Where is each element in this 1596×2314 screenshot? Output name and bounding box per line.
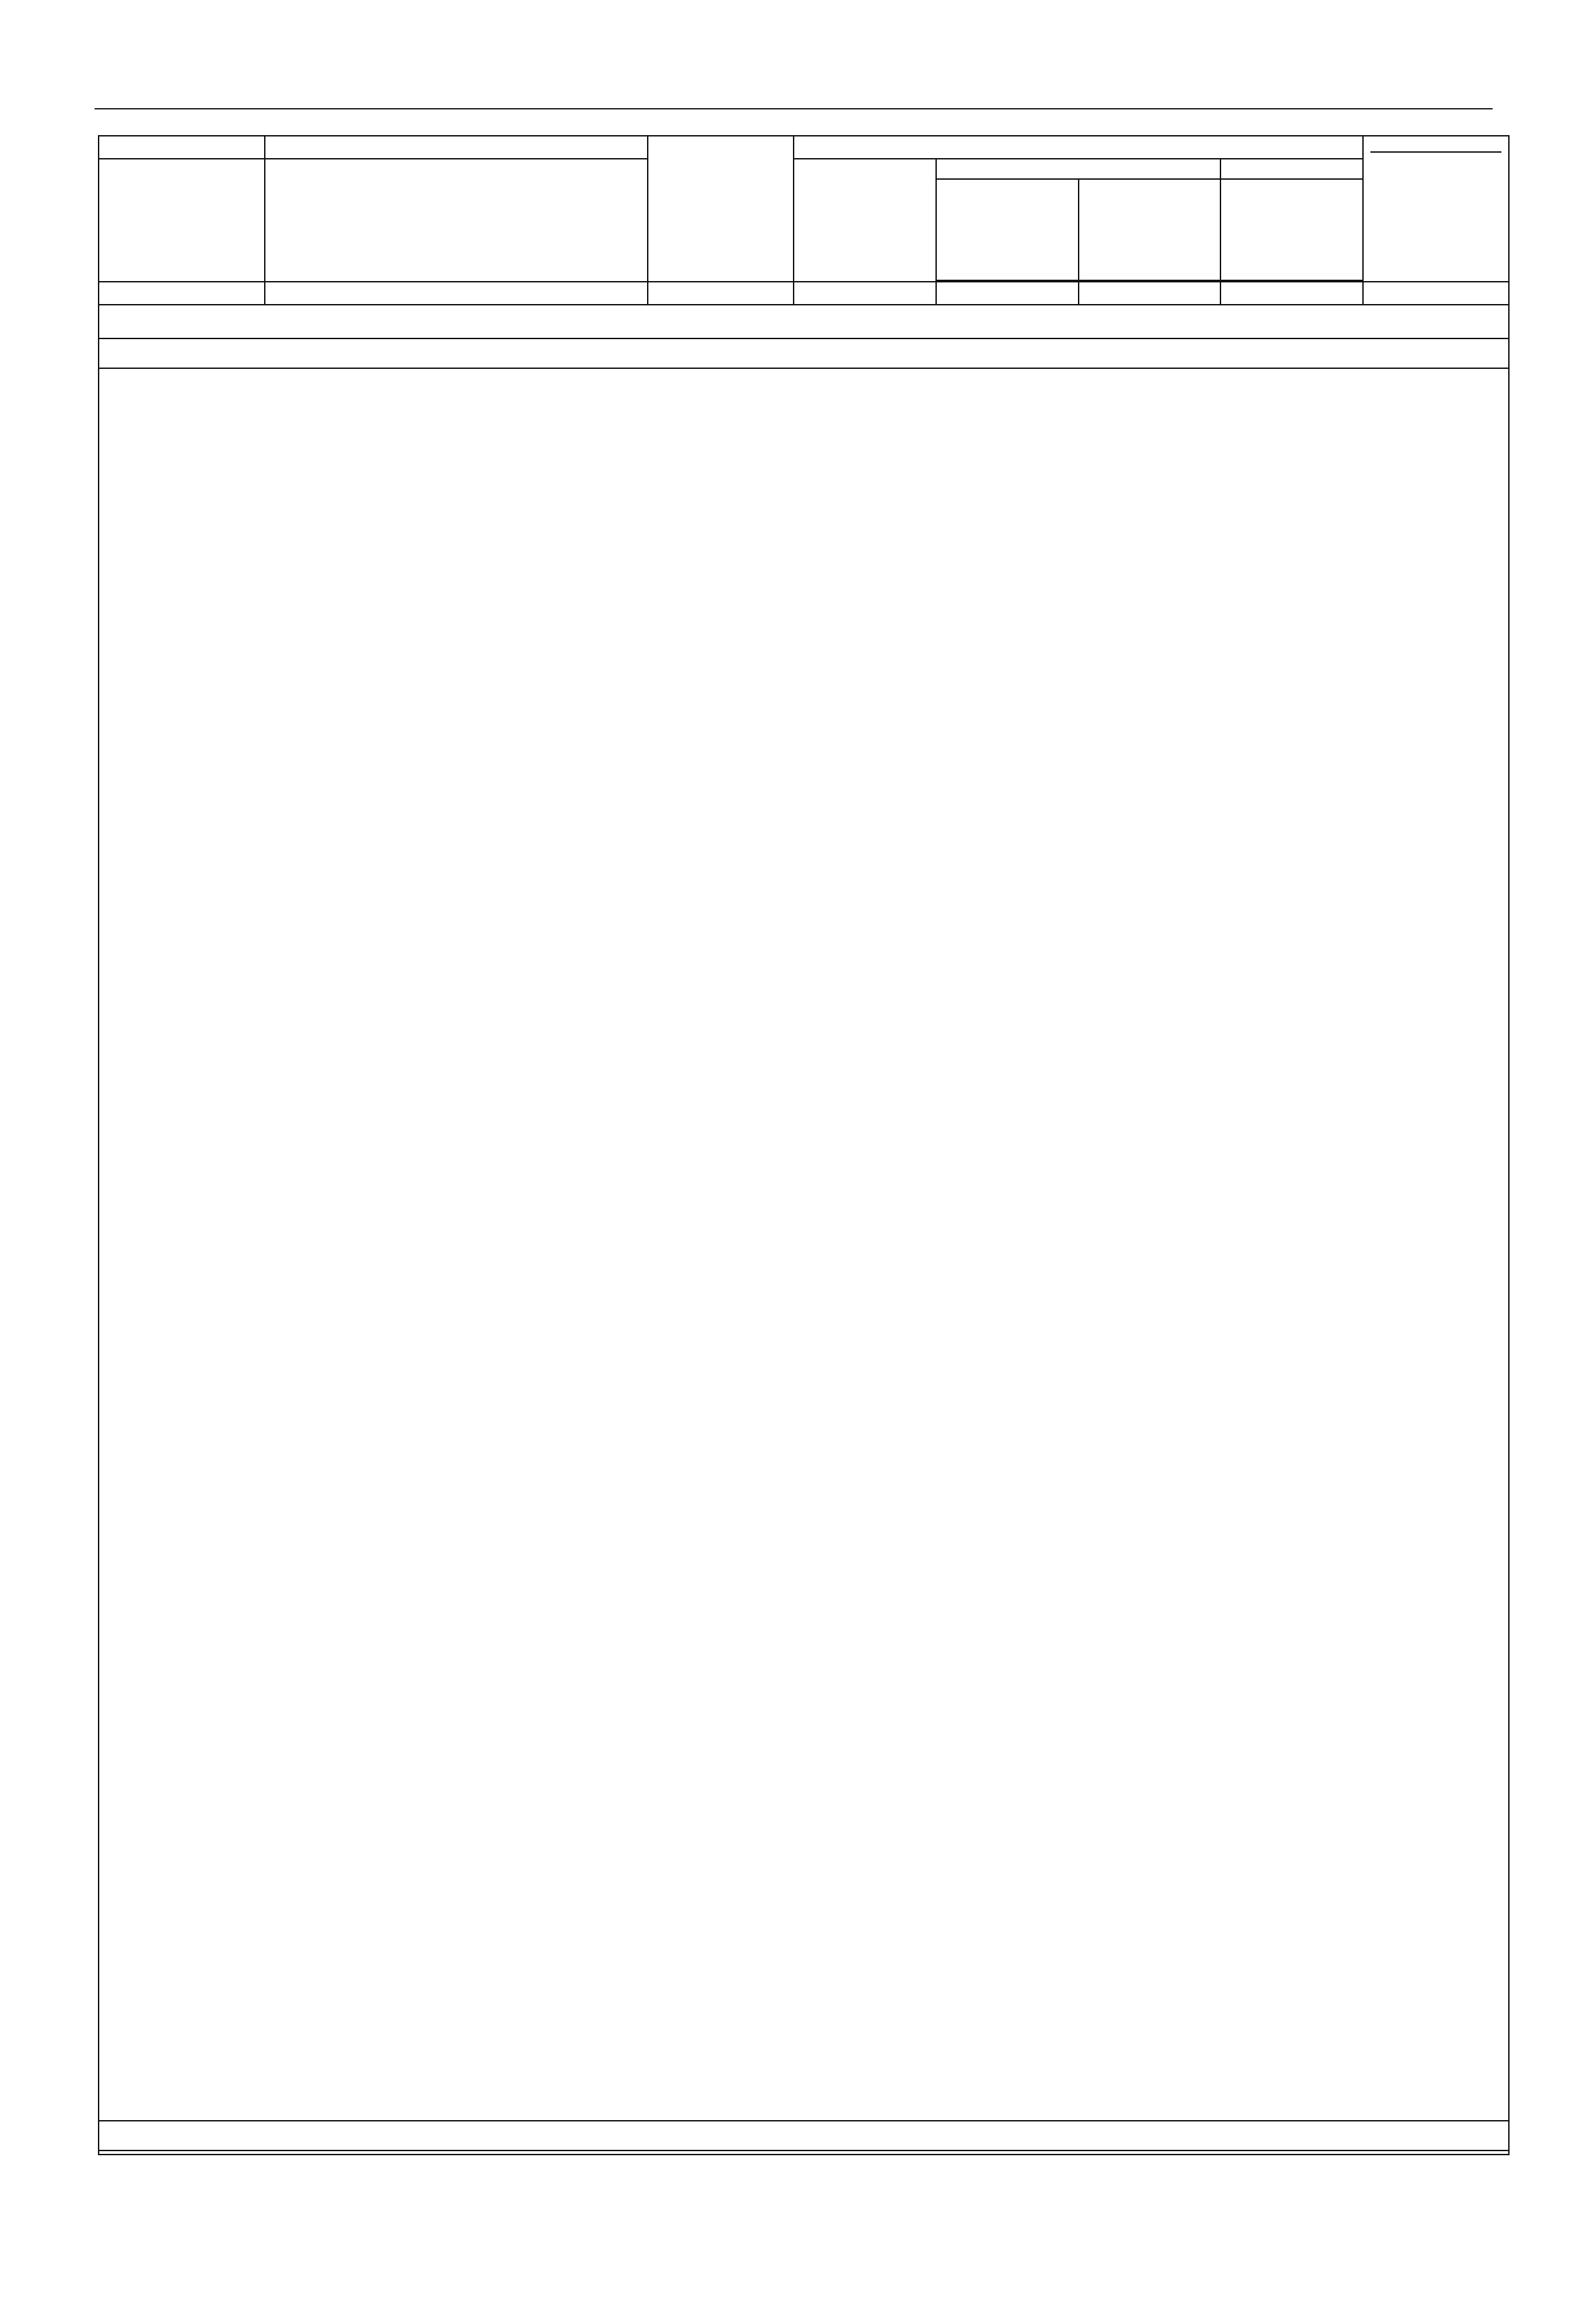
col-materials-group bbox=[1220, 159, 1363, 179]
col-machines-total bbox=[936, 179, 1079, 280]
col-num-4 bbox=[794, 282, 936, 305]
col-labor-mass bbox=[1363, 136, 1509, 282]
group-heading bbox=[98, 338, 1510, 369]
column-header bbox=[98, 135, 1510, 305]
col-num-3 bbox=[648, 282, 794, 305]
col-direct-costs bbox=[648, 136, 794, 282]
col-codes-bottom bbox=[99, 159, 265, 282]
col-mass bbox=[1370, 151, 1501, 159]
col-name-bottom bbox=[265, 159, 648, 282]
filter-pneumo-block bbox=[98, 338, 1510, 369]
col-num-5 bbox=[936, 282, 1079, 305]
col-codes-top bbox=[99, 136, 265, 159]
table-044-continuation bbox=[98, 2120, 1510, 2151]
col-num-1 bbox=[99, 282, 265, 305]
col-operators-wages bbox=[1079, 179, 1221, 280]
col-num-2 bbox=[265, 282, 648, 305]
page-frame bbox=[98, 135, 1510, 2155]
col-machines-group bbox=[936, 159, 1221, 179]
col-wages bbox=[794, 159, 936, 282]
col-num-6 bbox=[1079, 282, 1221, 305]
col-including bbox=[794, 136, 1363, 159]
col-materials-consumption bbox=[1220, 179, 1363, 280]
header-rule bbox=[95, 108, 1493, 109]
group-heading bbox=[98, 2120, 1510, 2151]
col-name-top bbox=[265, 136, 648, 159]
col-num-7 bbox=[1220, 282, 1363, 305]
col-num-8 bbox=[1363, 282, 1509, 305]
